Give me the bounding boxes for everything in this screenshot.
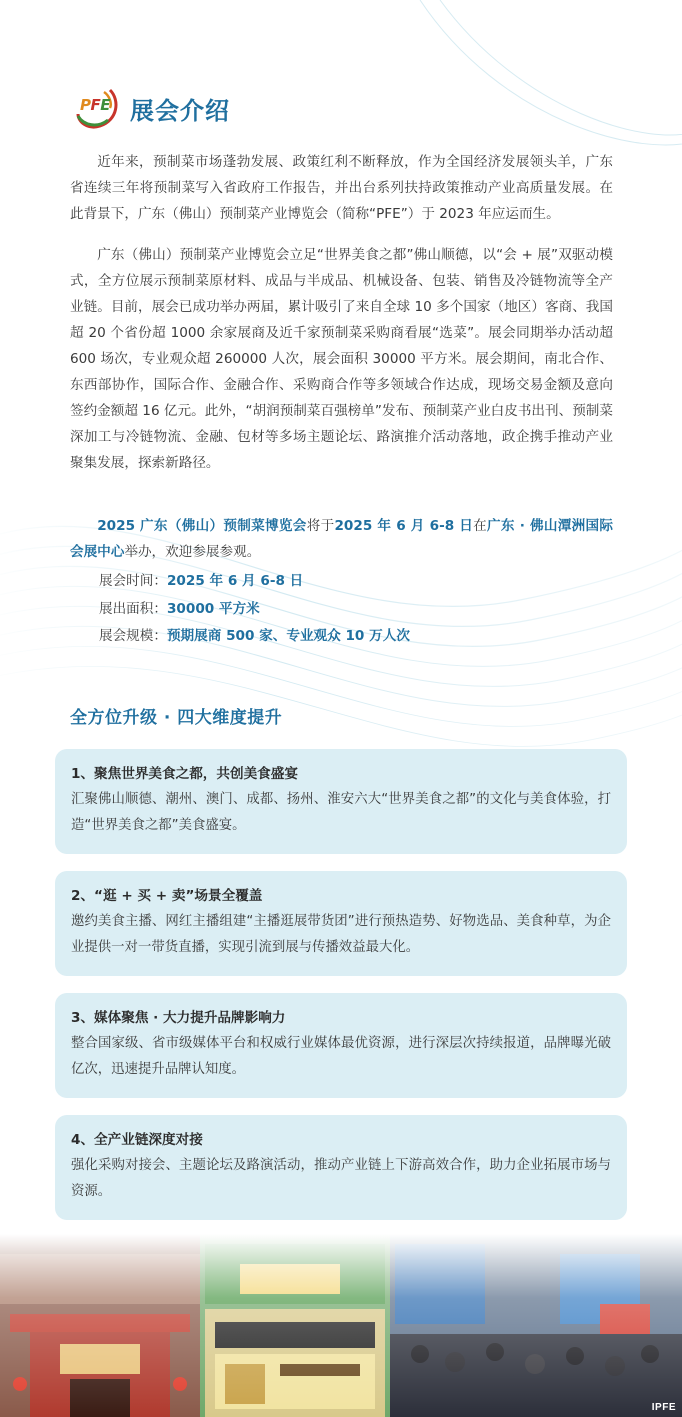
- feature-card-body: 整合国家级、省市级媒体平台和权威行业媒体最优资源，进行深层次持续报道，品牌曝光破亿次，迅速提升品牌认知度。: [71, 1036, 611, 1077]
- feature-card-body: 邀约美食主播、网红主播组建“主播逛展带货团”进行预热造势、好物选品、美食种草，为企业提供一对一带货直播，实现引流到展与传播效益最大化。: [71, 914, 611, 955]
- feature-card-body: 强化采购对接会、主题论坛及路演活动，推动产业链上下游高效合作，助力企业拓展市场与资源。: [71, 1158, 611, 1199]
- intro-paragraph-2: 广东（佛山）预制菜产业博览会立足“世界美食之都”佛山顺德，以“会 + 展”双驱动模式，全方位展示预制菜原材料、成品与半成品、机械设备、包装、销售及冷链物流等全产业链。目前，展会已成功举办两届，累计吸引了来自全球 10 多个国家（地区）客商、我国超 20 个省份超 1000 余家展商及近千家预制菜采购商看展“选菜”。展会同期举办活动超 600 场次，专业观众超 260000 人次，展会面积 30000 平方米。展会期间，南北合作、东西部协作，国际合作、金融合作、采购商合作等多领域合作达成，现场交易金额及意向签约金额超 16 亿元。此外，“胡润预制菜百强榜单”发布、预制菜产业白皮书出刊、预制菜深加工与冷链物流、金融、包材等多场主题论坛、路演推介活动落地，政企携手推动产业聚集发展，探索新路径。: [70, 247, 613, 471]
- info-area: [99, 596, 260, 622]
- logo-text: PFE: [80, 96, 110, 114]
- feature-card-1: [55, 749, 627, 854]
- intro-text-segment: 将于: [306, 518, 335, 534]
- event-date: 2025 年 6 月 6-8 日: [334, 518, 474, 534]
- event-venue: 广东 · 佛山潭洲国际会展中心: [70, 518, 614, 560]
- feature-card-body: 汇聚佛山顺德、潮州、澳门、成都、扬州、淮安六大“世界美食之都”的文化与美食体验，打造“世界美食之都”美食盛宴。: [71, 792, 611, 833]
- intro-paragraph-3: [70, 513, 613, 565]
- feature-card-title: 3、媒体聚焦 · 大力提升品牌影响力: [71, 1010, 286, 1026]
- section-header: [74, 86, 230, 130]
- event-name: 2025 广东（佛山）预制菜博览会: [97, 518, 307, 534]
- pfe-logo: [74, 86, 120, 130]
- feature-card-2: [55, 871, 627, 976]
- info-time-label: 展会时间：: [99, 573, 167, 589]
- feature-card-4: [55, 1115, 627, 1220]
- exhibition-photo-image: [0, 1234, 682, 1417]
- info-scale-label: 展会规模：: [99, 628, 167, 644]
- watermark-text: IPFE: [651, 1402, 676, 1413]
- intro-text-segment: 在: [473, 518, 487, 534]
- info-time: [99, 568, 303, 594]
- section-title: 全方位升级 · 四大维度提升: [70, 708, 283, 728]
- info-scale: [99, 623, 410, 649]
- intro-paragraph-1: 近年来，预制菜市场蓬勃发展、政策红利不断释放，作为全国经济发展领头羊，广东省连续三年将预制菜写入省政府工作报告，并出台系列扶持政策推动产业高质量发展。在此背景下，广东（佛山）预制菜产业博览会（简称“PFE”）于 2023 年应运而生。: [70, 154, 613, 222]
- info-time-value: 2025 年 6 月 6-8 日: [166, 573, 304, 589]
- info-area-label: 展出面积：: [99, 601, 167, 617]
- feature-card-title: 1、聚焦世界美食之都，共创美食盛宴: [71, 766, 298, 782]
- intro-text-segment: 举办，欢迎参展参观。: [124, 544, 261, 560]
- page-title: 展会介绍: [130, 96, 230, 125]
- exhibition-photo-collage: [0, 1234, 682, 1417]
- info-scale-value: 预期展商 500 家、专业观众 10 万人次: [166, 628, 410, 644]
- feature-card-3: [55, 993, 627, 1098]
- feature-card-title: 4、全产业链深度对接: [71, 1132, 203, 1148]
- feature-card-title: 2、“逛 + 买 + 卖”场景全覆盖: [71, 888, 263, 904]
- info-area-value: 30000 平方米: [166, 601, 260, 617]
